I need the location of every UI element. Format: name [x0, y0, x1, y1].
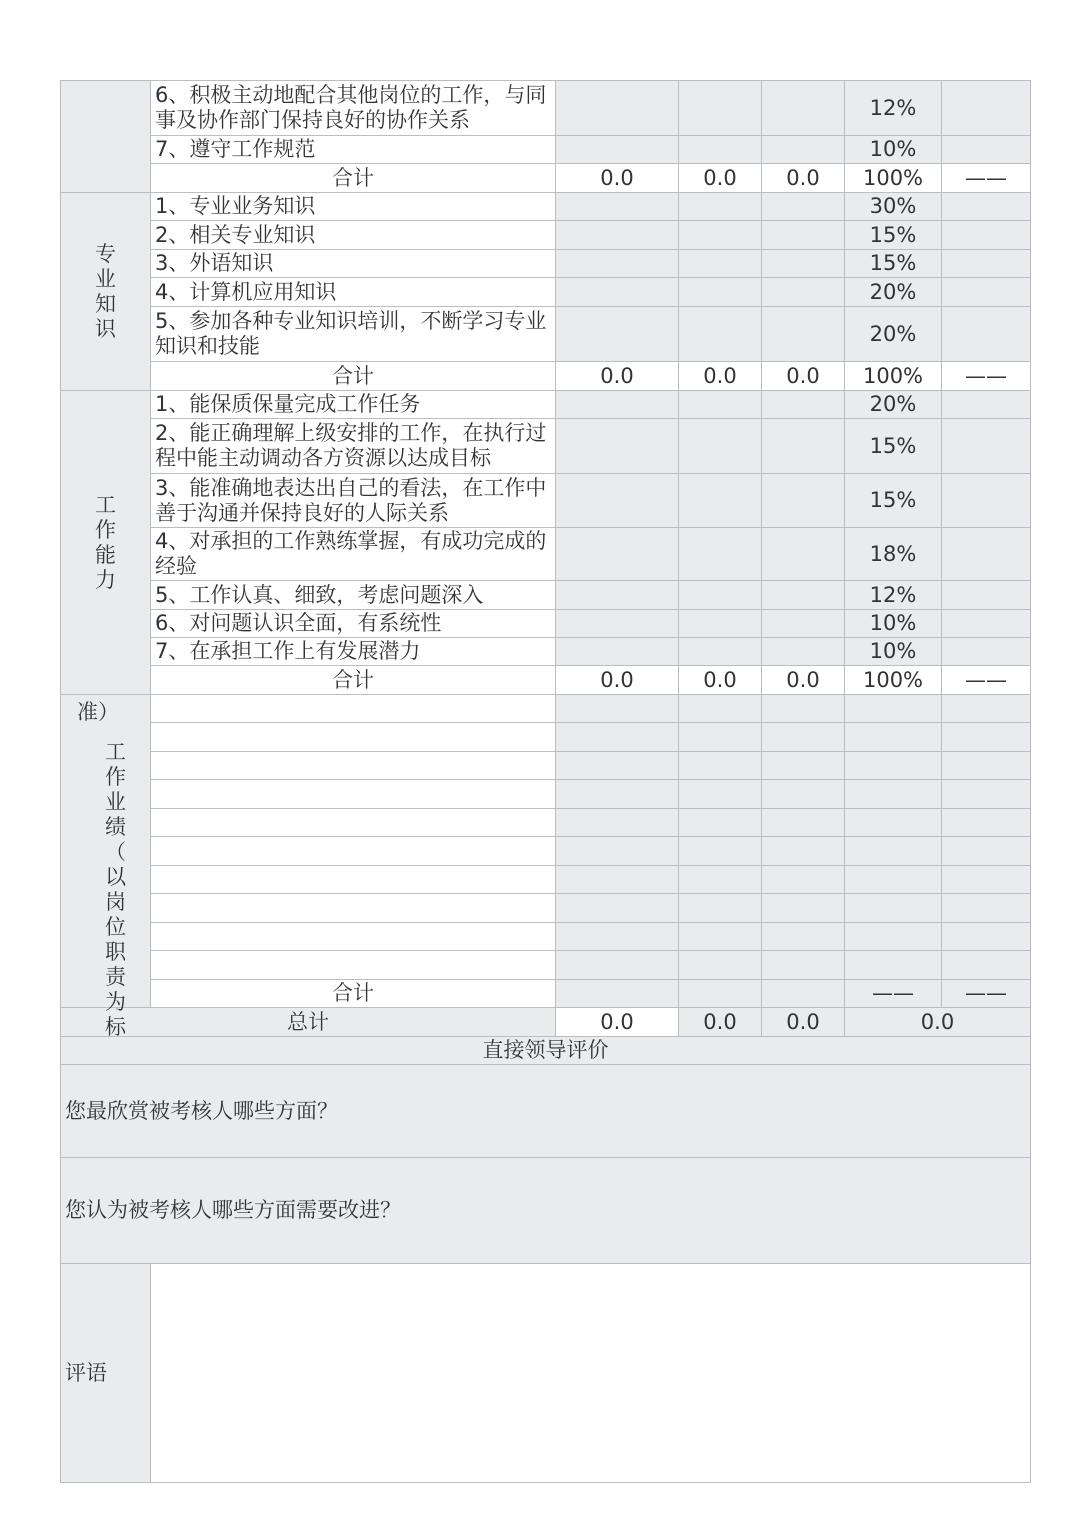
score-cell[interactable] — [679, 695, 762, 723]
score-cell[interactable] — [679, 752, 762, 780]
score-cell[interactable] — [556, 221, 679, 250]
score-cell[interactable] — [762, 278, 845, 307]
score-cell[interactable] — [762, 610, 845, 638]
weight-cell[interactable] — [845, 866, 942, 894]
subtotal-row — [61, 164, 1031, 193]
subtotal-row — [61, 666, 1031, 695]
score-cell[interactable] — [942, 610, 1031, 638]
score-cell[interactable] — [942, 136, 1031, 164]
score-cell[interactable] — [679, 923, 762, 951]
subtotal-weight: —— — [845, 980, 942, 1008]
table-row — [61, 638, 1031, 666]
score-cell[interactable] — [679, 391, 762, 419]
subtotal-dash: —— — [942, 980, 1031, 1008]
score-cell[interactable] — [556, 136, 679, 164]
score-cell[interactable] — [556, 923, 679, 951]
score-cell[interactable] — [762, 528, 845, 581]
category-cell-continued — [61, 81, 151, 193]
table-row — [61, 474, 1031, 528]
score-cell[interactable] — [679, 278, 762, 307]
question-row — [61, 1065, 1031, 1158]
weight-cell: 18% — [845, 528, 942, 581]
subtotal-label: 合计 — [151, 362, 556, 391]
score-cell[interactable] — [942, 307, 1031, 362]
score-cell[interactable] — [556, 866, 679, 894]
weight-cell: 20% — [845, 278, 942, 307]
subtotal-score: 0.0 — [679, 362, 762, 391]
score-cell[interactable] — [762, 923, 845, 951]
total-score: 0.0 — [762, 1008, 845, 1037]
score-cell[interactable] — [942, 894, 1031, 923]
score-cell[interactable] — [556, 528, 679, 581]
item-label: 2、相关专业知识 — [151, 221, 556, 250]
subtotal-weight: 100% — [845, 362, 942, 391]
weight-cell: 15% — [845, 250, 942, 278]
blank-item-cell[interactable] — [151, 837, 556, 866]
weight-cell[interactable] — [845, 837, 942, 866]
score-cell[interactable] — [762, 474, 845, 528]
table-row — [61, 391, 1031, 419]
total-sum: 0.0 — [845, 1008, 1031, 1037]
score-cell[interactable] — [762, 193, 845, 221]
score-cell[interactable] — [762, 695, 845, 723]
score-cell[interactable] — [762, 809, 845, 837]
table-row — [61, 136, 1031, 164]
score-cell[interactable] — [556, 894, 679, 923]
score-cell[interactable] — [762, 780, 845, 809]
blank-item-cell[interactable] — [151, 752, 556, 780]
score-cell[interactable] — [556, 193, 679, 221]
score-cell[interactable] — [679, 81, 762, 136]
score-cell[interactable] — [942, 250, 1031, 278]
total-score: 0.0 — [679, 1008, 762, 1037]
weight-cell: 10% — [845, 638, 942, 666]
score-cell[interactable] — [762, 581, 845, 610]
score-cell[interactable] — [762, 81, 845, 136]
blank-item-cell[interactable] — [151, 695, 556, 723]
subtotal-score — [556, 980, 679, 1008]
weight-cell: 15% — [845, 419, 942, 474]
score-cell[interactable] — [942, 923, 1031, 951]
score-cell[interactable] — [942, 474, 1031, 528]
subtotal-score: 0.0 — [679, 666, 762, 695]
comment-field[interactable] — [151, 1264, 1031, 1483]
weight-cell: 12% — [845, 581, 942, 610]
table-row — [61, 837, 1031, 866]
score-cell[interactable] — [942, 391, 1031, 419]
score-cell[interactable] — [942, 581, 1031, 610]
score-cell[interactable] — [942, 81, 1031, 136]
score-cell[interactable] — [679, 951, 762, 980]
score-cell[interactable] — [762, 837, 845, 866]
question-improve[interactable]: 您认为被考核人哪些方面需要改进？ — [61, 1158, 1031, 1264]
subtotal-label: 合计 — [151, 164, 556, 193]
subtotal-dash: —— — [942, 666, 1031, 695]
score-cell[interactable] — [679, 723, 762, 752]
subtotal-score — [762, 980, 845, 1008]
score-cell[interactable] — [942, 837, 1031, 866]
subtotal-dash: —— — [942, 362, 1031, 391]
total-score: 0.0 — [556, 1008, 679, 1037]
score-cell[interactable] — [556, 419, 679, 474]
score-cell[interactable] — [556, 307, 679, 362]
item-label: 1、能保质保量完成工作任务 — [151, 391, 556, 419]
score-cell[interactable] — [556, 723, 679, 752]
category-performance: 准） 工 作 业 绩 （ 以 岗 位 职 责 为 标 — [61, 695, 151, 1008]
score-cell[interactable] — [679, 307, 762, 362]
item-label: 1、专业业务知识 — [151, 193, 556, 221]
blank-item-cell[interactable] — [151, 866, 556, 894]
score-cell[interactable] — [762, 419, 845, 474]
score-cell[interactable] — [679, 894, 762, 923]
table-row — [61, 894, 1031, 923]
item-label: 3、外语知识 — [151, 250, 556, 278]
weight-cell: 10% — [845, 610, 942, 638]
score-cell[interactable] — [679, 419, 762, 474]
subtotal-score: 0.0 — [762, 666, 845, 695]
score-cell[interactable] — [679, 610, 762, 638]
blank-item-cell[interactable] — [151, 723, 556, 752]
score-cell[interactable] — [942, 278, 1031, 307]
subtotal-row — [61, 980, 1031, 1008]
score-cell[interactable] — [942, 221, 1031, 250]
weight-cell: 15% — [845, 474, 942, 528]
score-cell[interactable] — [556, 837, 679, 866]
score-cell[interactable] — [762, 391, 845, 419]
total-label: 总计 — [61, 1008, 556, 1037]
weight-cell[interactable] — [845, 894, 942, 923]
score-cell[interactable] — [679, 250, 762, 278]
score-cell[interactable] — [679, 193, 762, 221]
category-performance-top: 准） — [77, 700, 119, 724]
subtotal-score: 0.0 — [556, 666, 679, 695]
table-row — [61, 951, 1031, 980]
score-cell[interactable] — [679, 780, 762, 809]
score-cell[interactable] — [679, 474, 762, 528]
score-cell[interactable] — [942, 951, 1031, 980]
score-cell[interactable] — [942, 193, 1031, 221]
score-cell[interactable] — [556, 780, 679, 809]
score-cell[interactable] — [762, 638, 845, 666]
subtotal-weight: 100% — [845, 666, 942, 695]
table-row — [61, 193, 1031, 221]
score-cell[interactable] — [762, 136, 845, 164]
item-label: 7、在承担工作上有发展潜力 — [151, 638, 556, 666]
table-row — [61, 250, 1031, 278]
blank-item-cell[interactable] — [151, 923, 556, 951]
score-cell[interactable] — [556, 391, 679, 419]
table-row — [61, 419, 1031, 474]
weight-cell[interactable] — [845, 951, 942, 980]
score-cell[interactable] — [762, 723, 845, 752]
blank-item-cell[interactable] — [151, 809, 556, 837]
score-cell[interactable] — [942, 723, 1031, 752]
table-row — [61, 278, 1031, 307]
subtotal-label: 合计 — [151, 666, 556, 695]
weight-cell[interactable] — [845, 780, 942, 809]
score-cell[interactable] — [556, 581, 679, 610]
evaluation-table — [60, 80, 1031, 1483]
table-row — [61, 307, 1031, 362]
subtotal-score: 0.0 — [556, 164, 679, 193]
table-row — [61, 528, 1031, 581]
weight-cell[interactable] — [845, 695, 942, 723]
score-cell[interactable] — [556, 638, 679, 666]
item-label: 4、对承担的工作熟练掌握，有成功完成的经验 — [151, 528, 556, 581]
score-cell[interactable] — [942, 780, 1031, 809]
table-row — [61, 221, 1031, 250]
score-cell[interactable] — [762, 250, 845, 278]
score-cell[interactable] — [762, 221, 845, 250]
subtotal-dash: —— — [942, 164, 1031, 193]
score-cell[interactable] — [762, 866, 845, 894]
total-row — [61, 1008, 1031, 1037]
score-cell[interactable] — [679, 638, 762, 666]
score-cell[interactable] — [556, 951, 679, 980]
question-appreciate[interactable]: 您最欣赏被考核人哪些方面？ — [61, 1065, 1031, 1158]
question-row — [61, 1158, 1031, 1264]
weight-cell[interactable] — [845, 809, 942, 837]
score-cell[interactable] — [556, 695, 679, 723]
score-cell[interactable] — [942, 866, 1031, 894]
leader-title-row — [61, 1037, 1031, 1065]
item-label: 6、对问题认识全面，有系统性 — [151, 610, 556, 638]
comment-label: 评语 — [61, 1264, 151, 1483]
score-cell[interactable] — [762, 307, 845, 362]
weight-cell: 12% — [845, 81, 942, 136]
score-cell[interactable] — [942, 752, 1031, 780]
weight-cell[interactable] — [845, 723, 942, 752]
score-cell[interactable] — [942, 638, 1031, 666]
table-row — [61, 610, 1031, 638]
blank-item-cell[interactable] — [151, 780, 556, 809]
score-cell[interactable] — [556, 278, 679, 307]
subtotal-score: 0.0 — [556, 362, 679, 391]
table-row — [61, 81, 1031, 136]
score-cell[interactable] — [679, 528, 762, 581]
weight-cell: 30% — [845, 193, 942, 221]
blank-item-cell[interactable] — [151, 951, 556, 980]
table-row — [61, 752, 1031, 780]
score-cell[interactable] — [762, 752, 845, 780]
score-cell[interactable] — [556, 752, 679, 780]
weight-cell: 10% — [845, 136, 942, 164]
score-cell[interactable] — [942, 528, 1031, 581]
weight-cell: 20% — [845, 307, 942, 362]
comment-row — [61, 1264, 1031, 1483]
weight-cell[interactable] — [845, 923, 942, 951]
item-label: 5、工作认真、细致，考虑问题深入 — [151, 581, 556, 610]
score-cell[interactable] — [679, 221, 762, 250]
item-label: 4、计算机应用知识 — [151, 278, 556, 307]
table-row — [61, 695, 1031, 723]
score-cell[interactable] — [942, 695, 1031, 723]
score-cell[interactable] — [679, 866, 762, 894]
item-label: 6、积极主动地配合其他岗位的工作，与同事及协作部门保持良好的协作关系 — [151, 81, 556, 136]
score-cell[interactable] — [679, 136, 762, 164]
table-row — [61, 809, 1031, 837]
subtotal-score: 0.0 — [762, 164, 845, 193]
score-cell[interactable] — [942, 809, 1031, 837]
subtotal-label: 合计 — [151, 980, 556, 1008]
item-label: 5、参加各种专业知识培训，不断学习专业知识和技能 — [151, 307, 556, 362]
score-cell[interactable] — [556, 809, 679, 837]
subtotal-score: 0.0 — [679, 164, 762, 193]
score-cell[interactable] — [762, 894, 845, 923]
table-row — [61, 923, 1031, 951]
score-cell[interactable] — [679, 809, 762, 837]
item-label: 7、遵守工作规范 — [151, 136, 556, 164]
table-row — [61, 723, 1031, 752]
weight-cell: 20% — [845, 391, 942, 419]
score-cell[interactable] — [556, 250, 679, 278]
blank-item-cell[interactable] — [151, 894, 556, 923]
table-row — [61, 866, 1031, 894]
item-label: 2、能正确理解上级安排的工作，在执行过程中能主动调动各方资源以达成目标 — [151, 419, 556, 474]
score-cell[interactable] — [679, 581, 762, 610]
score-cell[interactable] — [942, 419, 1031, 474]
item-label: 3、能准确地表达出自己的看法，在工作中善于沟通并保持良好的人际关系 — [151, 474, 556, 528]
category-ability: 工 作 能 力 — [61, 391, 151, 695]
subtotal-row — [61, 362, 1031, 391]
subtotal-score — [679, 980, 762, 1008]
score-cell[interactable] — [556, 474, 679, 528]
weight-cell[interactable] — [845, 752, 942, 780]
subtotal-weight: 100% — [845, 164, 942, 193]
category-knowledge: 专 业 知 识 — [61, 193, 151, 391]
table-row — [61, 581, 1031, 610]
subtotal-score: 0.0 — [762, 362, 845, 391]
score-cell[interactable] — [679, 837, 762, 866]
leader-evaluation-title: 直接领导评价 — [61, 1037, 1031, 1065]
table-row — [61, 780, 1031, 809]
score-cell[interactable] — [556, 81, 679, 136]
weight-cell: 15% — [845, 221, 942, 250]
score-cell[interactable] — [556, 610, 679, 638]
score-cell[interactable] — [762, 951, 845, 980]
